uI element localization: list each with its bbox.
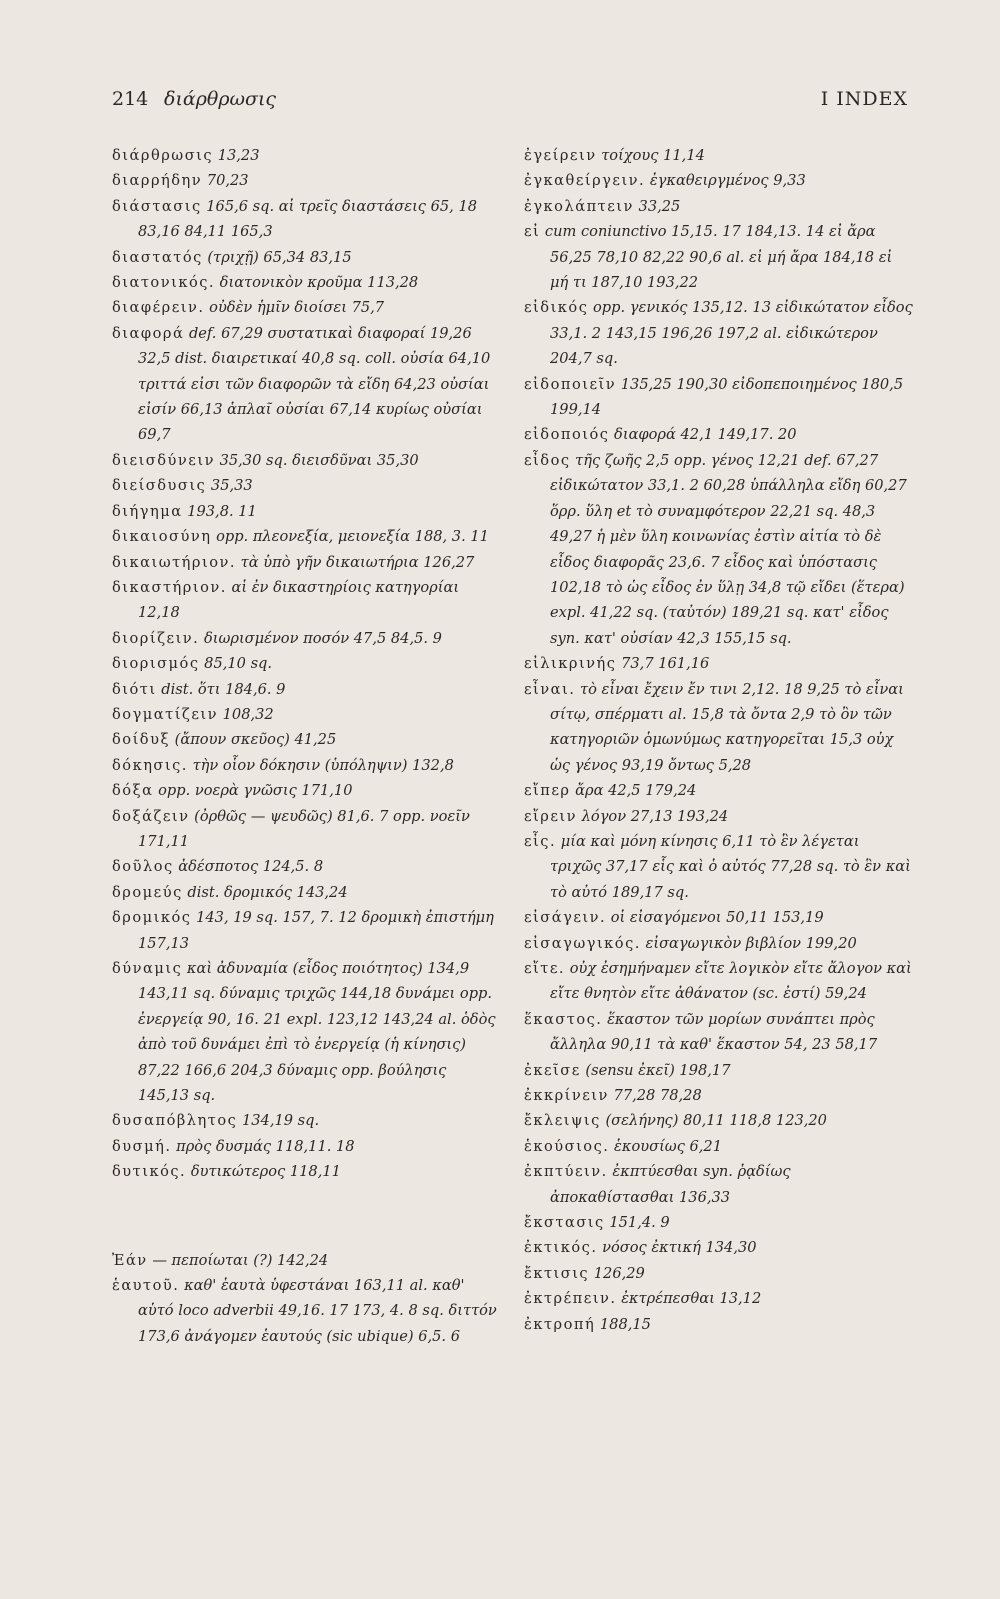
index-entry (524, 1210, 914, 1235)
entry-lemma: ἐγκαθείργειν. (524, 172, 646, 190)
entry-text: τὴν οἷον δόκησιν (ὑπόληψιν) 132,8 (187, 756, 454, 774)
entry-lemma: δικαστήριον. (112, 578, 227, 596)
entry-text: ἐκπτύεσθαι syn. ῥᾳδίως ἀποκαθίστασθαι 136,33 (550, 1163, 791, 1206)
entry-text: οἱ εἰσαγόμενοι 50,11 153,19 (606, 909, 824, 927)
entry-text: νόσος ἐκτική 134,30 (597, 1239, 757, 1257)
entry-lemma: δικαιοσύνη (112, 528, 212, 546)
entry-text: 35,30 sq. διεισδῦναι 35,30 (214, 451, 419, 469)
right-column (524, 143, 914, 1337)
index-entry (524, 651, 914, 676)
entry-lemma: διαφέρειν. (112, 299, 205, 317)
index-entry (524, 677, 914, 779)
entry-lemma: διεισδύνειν (112, 451, 215, 469)
entry-text: τῆς ζωῆς 2,5 opp. γένος 12,21 def. 67,27 εἰδικώτατον 33,1. 2 60,28 ὑπάλληλα εἴδη 60,27 ὅρρ. ὕλη et τὸ συναμφότερον 22,21 sq. 48,3 49,27 ἡ μὲν ὕλη κοινωνίας ἐστὶν αἰτία τὸ δὲ εἶδος διαφορᾶς 23,6. 7 εἶδος καὶ ὑπόστασις 102,18 τὸ ὡς εἶδος ἐν ὕλῃ 34,8 τῷ εἴδει (ἕτερα) expl. 41,22 sq. (ταὐτόν) 189,21 sq. κατ' εἶδος syn. κατ' οὐσίαν 42,3 155,15 sq. (550, 451, 907, 647)
entry-text: καθ' ἑαυτὰ ὑφεστάναι 163,11 al. καθ' αὑτό loco adverbii 49,16. 17 173, 4. 8 sq. διττόν 173,6 ἀνάγομεν ἑαυτούς (sic ubique) 6,5. 6 (138, 1277, 497, 1345)
index-entry (112, 804, 500, 855)
entry-lemma: διήγημα (112, 502, 183, 520)
index-entry (524, 1235, 914, 1260)
index-entry (112, 1273, 500, 1349)
index-entry (524, 1134, 914, 1159)
entry-text: opp. πλεονεξία, μειονεξία 188, 3. 11 (211, 528, 489, 546)
entry-lemma: διορισμός (112, 655, 200, 673)
index-entry (112, 1108, 500, 1133)
index-entry (112, 626, 500, 651)
index-entry (524, 1159, 914, 1210)
entry-text: (ὀρθῶς — ψευδῶς) 81,6. 7 opp. νοεῖν 171,11 (138, 807, 470, 850)
index-entry (112, 854, 500, 879)
entry-lemma: διορίζειν. (112, 629, 200, 647)
entry-lemma: εἰσάγειν. (524, 909, 607, 927)
entry-lemma: διότι (112, 680, 157, 698)
entry-lemma: ἐγείρειν (524, 147, 597, 164)
index-entry (524, 1058, 914, 1083)
entry-lemma: ἐγκολάπτειν (524, 197, 634, 215)
entry-text: λόγον 27,13 193,24 (577, 807, 729, 825)
index-entry (112, 1159, 500, 1184)
entry-lemma: ἔκλειψις (524, 1112, 601, 1130)
entry-text: dist. δρομικός 143,24 (182, 883, 348, 901)
index-entry (524, 1261, 914, 1286)
entry-lemma: διατονικός. (112, 274, 216, 292)
entry-lemma: εἰδοποιός (524, 426, 610, 444)
entry-text: 108,32 (218, 705, 274, 723)
index-entry (112, 194, 500, 245)
entry-text: 135,25 190,30 εἰδοπεποιημένος 180,5 199,14 (550, 375, 904, 419)
entry-lemma: ἐκτρέπειν. (524, 1290, 617, 1308)
entry-text: (sensu ἐκεῖ) 198,17 (580, 1061, 731, 1079)
entry-lemma: ἔκστασις (524, 1214, 605, 1232)
entry-lemma: εἶναι. (524, 680, 576, 698)
entry-lemma: ἐκκρίνειν (524, 1087, 609, 1105)
index-entry (112, 651, 500, 676)
entry-text: (σελήνης) 80,11 118,8 123,20 (600, 1112, 827, 1130)
entry-lemma: ἑαυτοῦ. (112, 1277, 180, 1295)
entry-lemma: δοῦλος (112, 858, 174, 876)
entry-text: opp. γενικός 135,12. 13 εἰδικώτατον εἶδος 33,1. 2 143,15 196,26 197,2 al. εἰδικώτερον 204,7 sq. (550, 299, 913, 368)
index-entry (524, 1312, 914, 1337)
entry-text: (τριχῇ) 65,34 83,15 (202, 248, 352, 266)
left-column (112, 143, 500, 1349)
entry-lemma: ἑκούσιος. (524, 1137, 610, 1155)
entry-text: δυτικώτερος 118,11 (186, 1163, 341, 1181)
entry-lemma: εἰσαγωγικός. (524, 934, 641, 952)
entry-text: 70,23 (202, 172, 249, 190)
entry-text: 193,8. 11 (182, 502, 257, 520)
index-entry (112, 321, 500, 448)
index-entry (524, 219, 914, 295)
index-entry (112, 524, 500, 549)
entry-lemma: διαφορά (112, 324, 185, 342)
index-entry (524, 956, 914, 1007)
entry-lemma: δρομεύς (112, 883, 183, 901)
index-entry (112, 575, 500, 626)
index-entry (524, 1007, 914, 1058)
entry-lemma: εἴρειν (524, 807, 578, 825)
index-entry (524, 168, 914, 193)
index-entry (524, 931, 914, 956)
entry-lemma: εἰδοποιεῖν (524, 375, 617, 393)
index-entry (524, 829, 914, 905)
entry-text: διατονικὸν κροῦμα 113,28 (215, 274, 419, 292)
page-number: 214 (112, 88, 149, 110)
section-label: I INDEX (820, 88, 908, 110)
entry-lemma: δογματίζειν (112, 705, 218, 723)
entry-lemma: διάρθρωσις (112, 147, 214, 164)
running-head: διάρθρωσις (164, 88, 277, 110)
entry-text: 151,4. 9 (604, 1214, 670, 1232)
entry-text: οὐχ ἐσημήναμεν εἴτε λογικὸν εἴτε ἄλογον καὶ εἴτε θνητὸν εἴτε ἀθάνατον (sc. ἐστί) 59,24 (550, 960, 912, 1003)
entry-text: 13,23 (213, 147, 260, 164)
entry-lemma: εἴτε. (524, 960, 566, 977)
entry-text: 165,6 sq. αἱ τρεῖς διαστάσεις 65, 18 83,16 84,11 165,3 (138, 197, 478, 241)
entry-lemma: εἰδικός (524, 299, 589, 317)
entry-lemma: ἕκαστος. (524, 1010, 603, 1028)
entry-text: — πεποίωται (?) 142,24 (147, 1251, 329, 1269)
entry-text: εἰσαγωγικὸν βιβλίον 199,20 (640, 934, 857, 952)
index-entry (112, 245, 500, 270)
index-entry (112, 677, 500, 702)
index-entry (112, 168, 500, 193)
index-entry (112, 702, 500, 727)
entry-lemma: δυσμή. (112, 1137, 172, 1155)
entry-lemma: ἐκτικός. (524, 1239, 598, 1257)
entry-lemma: εἷς. (524, 832, 557, 850)
entry-text: διωρισμένον ποσόν 47,5 84,5. 9 (199, 629, 442, 647)
entry-lemma: δοίδυξ (112, 731, 170, 749)
index-entry (112, 753, 500, 778)
entry-text: 143, 19 sq. 157, 7. 12 δρομικὴ ἐπιστήμη 157,13 (138, 909, 494, 952)
entry-text: 35,33 (206, 477, 253, 495)
entry-lemma: δυσαπόβλητος (112, 1112, 238, 1130)
entry-text: ἑκουσίως 6,21 (609, 1137, 722, 1155)
entry-text: οὐδὲν ἡμῖν διοίσει 75,7 (204, 299, 385, 317)
index-entry (112, 143, 500, 168)
page-header (112, 88, 908, 118)
index-entry (112, 473, 500, 498)
entry-text: μία καὶ μόνη κίνησις 6,11 τὸ ἓν λέγεται τριχῶς 37,17 εἷς καὶ ὁ αὐτός 77,28 sq. τὸ ἓν καὶ τὸ αὐτό 189,17 sq. (550, 832, 911, 901)
index-entry (112, 499, 500, 524)
entry-lemma: δοξάζειν (112, 807, 190, 825)
entry-text: ἐγκαθειργμένος 9,33 (645, 172, 806, 190)
entry-text: ἀδέσποτος 124,5. 8 (173, 858, 324, 876)
entry-lemma: εἰλικρινής (524, 655, 617, 673)
entry-lemma: ἔκτισις (524, 1264, 590, 1282)
entry-lemma: δρομικός (112, 909, 192, 927)
entry-text: (ἄπουν σκεῦος) 41,25 (170, 731, 337, 749)
index-entry (524, 1108, 914, 1133)
index-entry (112, 905, 500, 956)
entry-lemma: ἐκτροπή (524, 1315, 596, 1333)
index-entry (524, 905, 914, 930)
entry-text: cum coniunctivo 15,15. 17 184,13. 14 εἰ ἄρα 56,25 78,10 82,22 90,6 al. εἰ μή ἄρα 184,18 εἰ μή τι 187,10 193,22 (540, 223, 893, 292)
entry-lemma: εἴπερ (524, 782, 571, 800)
entry-text: 126,29 (589, 1264, 645, 1282)
entry-text: καὶ ἀδυναμία (εἶδος ποιότητος) 134,9 143,11 sq. δύναμις τριχῶς 144,18 δυνάμει opp. ἐνεργείᾳ 90, 16. 21 expl. 123,12 143,24 al. ὁδὸς ἀπὸ τοῦ δυνάμει ἐπὶ τὸ ἐνεργείᾳ (ἡ κίνησις) 87,22 166,6 204,3 δύναμις opp. βούλησις 145,13 sq. (138, 960, 496, 1105)
index-entry (524, 422, 914, 447)
entry-text: ἄρα 42,5 179,24 (570, 782, 697, 800)
index-entry (524, 143, 914, 168)
index-entry (112, 1248, 500, 1273)
entry-text: 33,25 (633, 197, 681, 215)
entry-text: αἱ ἐν δικαστηρίοις κατηγορίαι 12,18 (138, 578, 460, 622)
index-entry (112, 1134, 500, 1159)
index-entry (112, 448, 500, 473)
index-entry (112, 295, 500, 320)
entry-lemma: ἐκπτύειν. (524, 1163, 608, 1181)
index-entry (112, 778, 500, 803)
entry-lemma: διαρρήδην (112, 172, 203, 190)
entry-text: ἕκαστον τῶν μορίων συνάπτει πρὸς ἄλληλα 90,11 τὰ καθ' ἕκαστον 54, 23 58,17 (550, 1010, 878, 1054)
entry-text: dist. ὅτι 184,6. 9 (156, 680, 286, 698)
index-entry (524, 372, 914, 423)
entry-text: 188,15 (595, 1315, 651, 1333)
index-entry (112, 270, 500, 295)
entry-text: 134,19 sq. (237, 1112, 320, 1130)
entry-text: τὸ εἶναι ἔχειν ἔν τινι 2,12. 18 9,25 τὸ εἶναι σίτῳ, σπέρματι al. 15,8 τὰ ὄντα 2,9 τὸ ὂν τῶν κατηγοριῶν ὁμωνύμως κατηγορεῖται 15,3 οὐχ ὡς γένος 93,19 ὄντως 5,28 (550, 680, 904, 774)
entry-lemma: εἰ (524, 223, 541, 241)
entry-lemma: ἐκεῖσε (524, 1061, 581, 1079)
entry-lemma: δύναμις (112, 960, 183, 977)
entry-lemma: δόξα (112, 782, 154, 800)
entry-lemma: διείσδυσις (112, 477, 207, 495)
entry-lemma: διάστασις (112, 197, 202, 215)
entry-text: πρὸς δυσμάς 118,11. 18 (171, 1137, 355, 1155)
index-entry (524, 1083, 914, 1108)
index-entry (524, 778, 914, 803)
entry-lemma: δικαιωτήριον. (112, 553, 237, 571)
entry-text: 73,7 161,16 (616, 655, 710, 673)
entry-text: ἐκτρέπεσθαι 13,12 (616, 1290, 762, 1308)
entry-text: τὰ ὑπὸ γῆν δικαιωτήρια 126,27 (236, 553, 475, 571)
index-entry (524, 295, 914, 371)
entry-text: 77,28 78,28 (608, 1087, 702, 1105)
index-entry (524, 1286, 914, 1311)
index-entry (524, 804, 914, 829)
index-entry (112, 550, 500, 575)
index-entry (112, 727, 500, 752)
index-entry (112, 956, 500, 1108)
entry-lemma: διαστατός (112, 248, 203, 266)
index-entry (112, 880, 500, 905)
entry-text: τοίχους 11,14 (596, 147, 705, 164)
entry-text: opp. νοερὰ γνῶσις 171,10 (153, 782, 353, 800)
entry-lemma: δυτικός. (112, 1163, 187, 1181)
entry-lemma: εἶδος (524, 451, 571, 469)
entry-lemma: Ἐάν (112, 1251, 148, 1269)
entry-lemma: δόκησις. (112, 756, 188, 774)
entry-text: 85,10 sq. (199, 655, 273, 673)
index-entry (524, 448, 914, 651)
entry-text: διαφορά 42,1 149,17. 20 (609, 426, 797, 444)
entry-text: def. 67,29 συστατικαὶ διαφοραί 19,26 32,5 dist. διαιρετικαί 40,8 sq. coll. οὐσία 64,10 τριττά εἰσι τῶν διαφορῶν τὰ εἴδη 64,23 οὐσίαι εἰσίν 66,13 ἁπλαῖ οὐσίαι 67,14 κυρίως οὐσίαι 69,7 (138, 324, 491, 444)
index-entry (524, 194, 914, 219)
